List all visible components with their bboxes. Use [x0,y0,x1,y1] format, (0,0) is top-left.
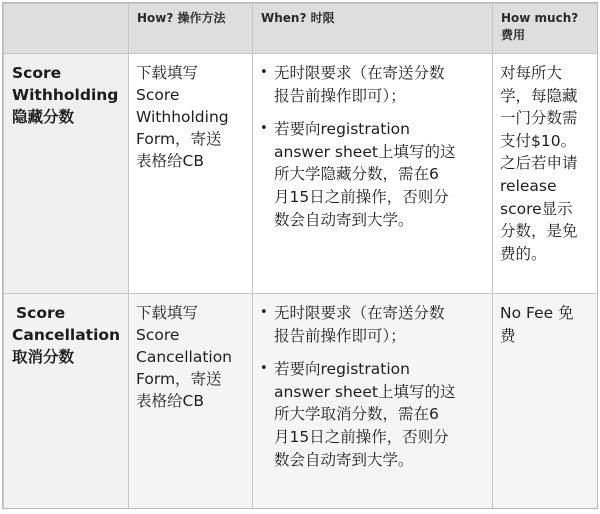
how-text-line: Form，寄送 [136,370,222,388]
when-list [259,62,486,231]
how-text-line: Score [136,326,180,344]
when-cell-score-cancellation [253,294,493,510]
cost-cell-score-cancellation [493,294,598,510]
cost-text-line: score显示 [500,199,573,218]
row-title-line: 取消分数 [12,348,75,366]
when-text-line: 月15日之前操作，否则分 [274,187,449,206]
score-options-table-container [2,2,598,509]
when-text-line: 若要向registration [274,120,410,139]
bullet-icon: • [260,65,268,80]
bullet-icon: • [260,305,268,320]
when-text-line: 所大学隐藏分数，需在6 [274,165,439,184]
how-text-line: 下载填写 [136,304,199,322]
row-title-line: 隐藏分数 [12,108,75,126]
cost-text-line: 费的。 [500,244,547,263]
header-empty-cell [4,4,129,54]
table-row-score-withholding [4,54,598,294]
how-text-line: 表格给CB [136,152,204,170]
cost-text-line: 对每所大 [500,64,563,82]
bullet-icon: • [260,361,268,377]
how-text-line: Score [136,86,180,104]
header-how-much [493,4,598,54]
cost-text-line: release [500,176,557,195]
list-item [259,358,486,471]
header-how-much-en: How much? [501,11,579,25]
when-text-line: 报告前操作即可）； [274,326,406,345]
cost-text-line: 学，每隐藏 [500,86,578,105]
when-text-line: 所大学取消分数，需在6 [274,405,439,424]
how-text-line: Form，寄送 [136,130,222,148]
when-text-line: 若要向registration [274,360,410,379]
when-text-line: 无时限要求（在寄送分数 [274,304,445,322]
row-title-score-withholding [4,54,129,294]
header-how-much-zh: 费用 [501,28,526,42]
row-title-score-cancellation [4,294,129,510]
how-text-line: Withholding [136,108,229,126]
list-item [259,62,486,107]
when-text-line: 月15日之前操作，否则分 [274,427,449,446]
when-cell-score-withholding [253,54,493,294]
header-how: How? 操作方法 [129,4,253,54]
row-title-line: Cancellation [12,326,121,344]
cost-text-line: 费 [500,326,516,345]
row-title-line: Withholding [12,86,119,104]
cost-text-line: 支付$10。 [500,131,577,150]
when-text-line: 数会自动寄到大学。 [274,210,414,229]
cost-text-line: 一门分数需 [500,109,578,128]
header-when: When? 时限 [253,4,493,54]
list-item [259,118,486,231]
when-text-line: answer sheet上填写的这 [274,142,456,161]
when-text-line: 报告前操作即可）； [274,86,406,105]
when-list [259,302,486,471]
list-item [259,302,486,347]
row-title-line: Score [16,304,66,322]
row-title-line: Score [12,64,62,82]
cost-text-line: 分数，是免 [500,222,578,241]
score-options-table [3,3,598,509]
how-text-line: 下载填写 [136,64,199,82]
cost-text-line: 之后若申请 [500,154,578,173]
how-text-line: 表格给CB [136,392,204,410]
table-header-row [4,4,598,54]
how-cell-score-withholding [129,54,253,294]
how-text-line: Cancellation [136,348,233,366]
cost-cell-score-withholding [493,54,598,294]
table-row-score-cancellation [4,294,598,510]
when-text-line: 无时限要求（在寄送分数 [274,64,445,82]
how-cell-score-cancellation [129,294,253,510]
when-text-line: answer sheet上填写的这 [274,382,456,401]
bullet-icon: • [260,121,268,137]
when-text-line: 数会自动寄到大学。 [274,450,414,469]
cost-text-line: No Fee 免 [500,304,574,322]
